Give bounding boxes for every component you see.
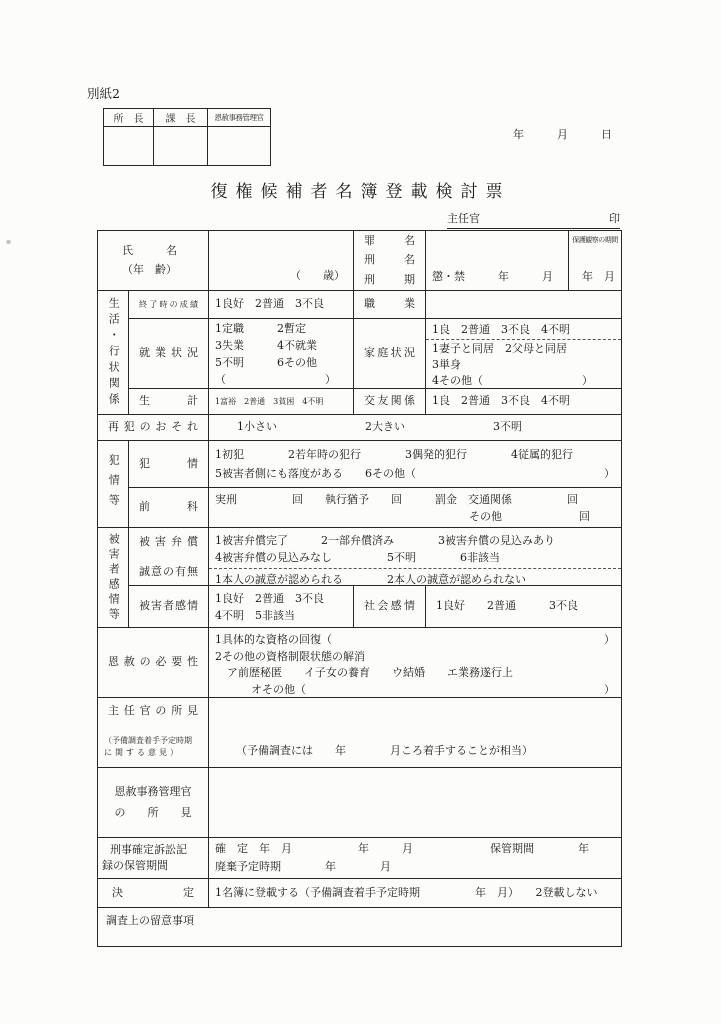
family-option-line: 3単身 <box>432 358 461 371</box>
criminal-record-line: 実刑 回 執行猶予 回 罰金 交通関係 回 <box>215 492 578 506</box>
probation-period-value: 年 月 <box>582 269 615 283</box>
victim-feeling-line: 1良好 2普通 3不良 <box>215 591 324 605</box>
records-retention-content-cell <box>209 838 621 879</box>
preliminary-survey-timing-text: （予備調査には 年 月ころ着手することが相当） <box>236 743 533 757</box>
pardon-option-line <box>209 632 621 649</box>
life-conduct-vertical-label: 生活・行状関係 <box>107 296 121 409</box>
friendship-label-cell <box>354 389 426 415</box>
sincerity-label: 誠意の有無 <box>139 565 198 578</box>
qualification-recovery-option: 1具体的な資格の回復（ <box>215 633 332 646</box>
dashed-divider <box>209 568 621 569</box>
offense-detail-other-option: 5被害者側にも落度がある 6その他（ <box>215 467 416 480</box>
completion-grade-label: 終了時の成績 <box>139 299 198 309</box>
preliminary-survey-note-line: に関する意見） <box>104 747 181 757</box>
approval-header-pardon-administrator: 恩赦事務管理官 <box>208 109 270 127</box>
approval-stamp-box <box>103 108 271 166</box>
closing-paren: ） <box>604 467 615 480</box>
records-retention-label-cell <box>98 838 209 879</box>
pardon-necessity-label: 恩赦の必要性 <box>108 655 198 669</box>
approval-stamp-cell-director <box>104 127 154 165</box>
offense-detail-options-cell <box>209 441 621 488</box>
employment-option-line: （ ） <box>215 372 336 386</box>
recidivism-risk-options: 1小さい 2大きい 3不明 <box>237 420 522 434</box>
social-feeling-options: 1良好 2普通 3不良 <box>436 599 578 613</box>
pardon-administrator-label-line: の 所 見 <box>114 805 192 819</box>
criminal-record-options-cell <box>209 488 621 528</box>
form-title: 復権候補者名簿登載検討票 <box>210 182 511 202</box>
family-status-options-cell <box>426 319 621 389</box>
occupation-value-cell <box>426 291 621 319</box>
chief-officer-opinion-label: 主任官の所見 <box>108 704 198 717</box>
pardon-administrator-opinion-label-cell <box>98 768 209 838</box>
crime-sentence-header-cell <box>354 231 426 291</box>
livelihood-label: 生 計 <box>139 394 198 408</box>
decision-options: 1名簿に登載する（予備調査着手予定時期 年 月） 2登載しない <box>215 885 598 899</box>
livelihood-options-cell <box>209 389 354 415</box>
name-label: 氏 名 <box>122 244 177 257</box>
family-option-line: 1良 2普通 3不良 4不明 <box>426 322 621 340</box>
pardon-option-line: ア前歴秘匿 イ子女の養育 ウ結婚 エ業務遂行上 <box>227 666 513 679</box>
age-value-cell <box>209 231 354 291</box>
pardon-other-option: オその他（ <box>251 682 306 696</box>
date-line: 年 月 日 <box>513 128 612 141</box>
victim-feeling-line: 4不明 5非該当 <box>215 608 295 622</box>
approval-header-section-chief: 課 長 <box>154 109 208 127</box>
social-feeling-label: 社会感情 <box>364 599 415 613</box>
sincerity-option-line: 1本人の誠意が認められる 2本人の誠意が認められない <box>215 573 526 586</box>
decision-label: 決 定 <box>112 885 194 899</box>
compensation-option-line: 1被害弁償完了 2一部弁償済み 3被害弁償の見込みあり <box>215 534 555 547</box>
family-option-line: 4その他（ ） <box>432 374 593 387</box>
age-label: （年 齢） <box>122 262 177 276</box>
completion-grade-options: 1良好 2普通 3不良 <box>215 297 324 311</box>
employment-status-label-cell <box>129 319 209 389</box>
pardon-administrator-label-line: 恩赦事務管理官 <box>114 785 192 798</box>
probation-period-title: 保護観察の期間 <box>572 236 618 244</box>
family-option-line: 1妻子と同居 2父母と同居 <box>432 342 567 355</box>
family-status-label-cell <box>354 319 426 389</box>
sentence-term-label: 刑 期 <box>364 272 415 286</box>
decision-content-cell <box>209 879 621 908</box>
recidivism-risk-label-cell <box>98 415 209 441</box>
approval-stamp-cell-section-chief <box>154 127 208 165</box>
livelihood-options: 1富裕 2普通 3貧困 4不明 <box>215 396 324 406</box>
section-label-victim-sentiment <box>98 528 129 628</box>
offense-detail-label-cell <box>129 441 209 488</box>
employment-option-line: 3失業 4不就業 <box>215 338 317 352</box>
livelihood-label-cell <box>129 389 209 415</box>
approval-header-director: 所 長 <box>104 109 154 127</box>
compensation-label: 被害弁償 <box>139 535 198 548</box>
friendship-label: 交友関係 <box>364 394 415 408</box>
recidivism-risk-label: 再犯のおそれ <box>108 420 198 434</box>
section-label-offense-circumstances <box>98 441 129 528</box>
closing-paren: ） <box>604 682 615 696</box>
social-feeling-options-cell <box>426 586 621 628</box>
records-retention-label-line: 刑事確定訴訟記 <box>110 843 187 856</box>
crime-name-label: 罪 名 <box>364 233 415 247</box>
compensation-label-cell <box>129 528 209 586</box>
decision-label-cell <box>98 879 209 908</box>
recidivism-risk-options-cell <box>209 415 621 441</box>
pardon-option-line: 2その他の資格制限状態の解消 <box>215 649 365 663</box>
preliminary-survey-note-line: （予備調査着手予定時期 <box>104 735 192 745</box>
main-form-table <box>97 230 622 947</box>
social-feeling-label-cell <box>354 586 426 628</box>
employment-status-label: 就業状況 <box>139 346 198 360</box>
victim-feeling-label: 被害者感情 <box>139 599 198 613</box>
criminal-record-label-cell <box>129 488 209 528</box>
employment-option-line: 1定職 2暫定 <box>215 321 306 335</box>
name-age-header-cell <box>98 231 209 291</box>
scan-artifact <box>6 240 11 244</box>
chief-officer-label: 主任官 <box>447 212 480 225</box>
closing-paren: ） <box>604 633 615 646</box>
offense-detail-line: 1初犯 2若年時の犯行 3偶発的犯行 4従属的犯行 <box>215 448 573 461</box>
survey-notes-label: 調査上の留意事項 <box>106 914 194 927</box>
occupation-label-cell <box>354 291 426 319</box>
sentence-length-cell <box>426 231 569 291</box>
chief-officer-opinion-content-cell <box>209 698 621 768</box>
pardon-option-line <box>209 682 621 699</box>
pardon-necessity-label-cell <box>98 628 209 698</box>
offense-detail-label: 犯 情 <box>139 456 198 470</box>
records-retention-line: 確 定 年 月 年 月 保管期間 年 <box>215 842 589 855</box>
section-label-life-conduct <box>98 291 129 415</box>
sentence-length-text: 懲・禁 年 月 <box>432 269 553 283</box>
completion-grade-label-cell <box>129 291 209 319</box>
compensation-option-line: 4被害弁償の見込みなし 5不明 6非該当 <box>215 551 500 564</box>
employment-status-options-cell <box>209 319 354 389</box>
victim-feeling-options-cell <box>209 586 354 628</box>
offense-detail-line <box>209 464 621 483</box>
approval-stamp-cell-pardon-administrator <box>208 127 270 165</box>
chief-officer-opinion-label-cell <box>98 698 209 768</box>
criminal-record-line: その他 回 <box>469 509 590 523</box>
records-retention-label-line: 録の保管期間 <box>102 859 168 872</box>
friendship-options-cell <box>426 389 621 415</box>
criminal-record-label: 前 科 <box>139 500 198 514</box>
pardon-administrator-opinion-content-cell <box>209 768 621 838</box>
completion-grade-options-cell <box>209 291 354 319</box>
attachment-label: 別紙2 <box>87 86 120 101</box>
pardon-necessity-options-cell <box>209 628 621 698</box>
sentence-name-label: 刑 名 <box>364 253 415 267</box>
friendship-options: 1良 2普通 3不良 4不明 <box>432 394 570 408</box>
offense-circumstances-vertical-label: 犯情等 <box>107 454 121 514</box>
probation-period-cell <box>569 231 621 291</box>
victim-feeling-label-cell <box>129 586 209 628</box>
occupation-label: 職 業 <box>364 297 415 311</box>
employment-option-line: 5不明 6その他 <box>215 355 317 369</box>
records-retention-line: 廃棄予定時期 年 月 <box>215 860 391 873</box>
family-status-label: 家庭状況 <box>364 346 415 360</box>
chief-officer-signature-line <box>447 210 620 229</box>
seal-label: 印 <box>609 212 620 225</box>
survey-notes-cell <box>98 908 621 946</box>
victim-sentiment-vertical-label: 被害者感情等 <box>107 532 121 623</box>
compensation-options-cell <box>209 528 621 586</box>
age-blank-value: （ 歳） <box>290 268 345 282</box>
